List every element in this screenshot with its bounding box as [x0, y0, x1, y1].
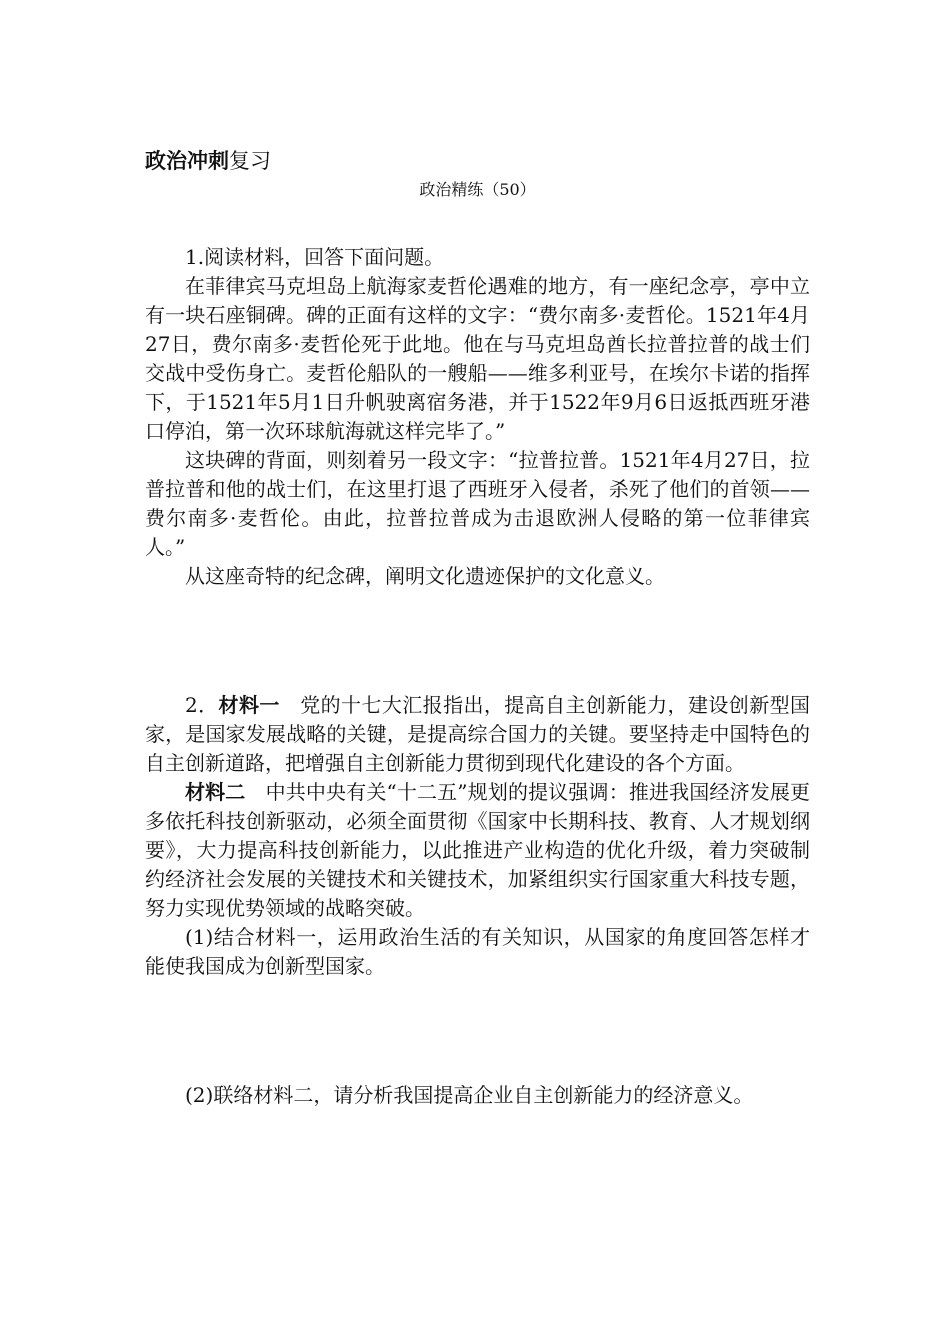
q1-question: 从这座奇特的纪念碑，阐明文化遗迹保护的文化意义。	[185, 564, 665, 588]
q2-sub-question-1: (1)结合材料一，运用政治生活的有关知识，从国家的角度回答怎样才能使我国成为创新型国家。	[145, 925, 810, 978]
q2-number: 2．	[185, 693, 219, 717]
q2-material2-label: 材料二	[185, 780, 246, 804]
q2-sub-question-2: (2)联络材料二，请分析我国提高企业自主创新能力的经济意义。	[185, 1083, 754, 1107]
q1-material-back: 这块碑的背面，则刻着另一段文字：“拉普拉普。1521年4月27日，拉普拉普和他的战士们，在这里打退了西班牙入侵者，杀死了他们的首领——费尔南多·麦哲伦。由此，拉普拉普成为击退欧洲人侵略的第一位菲律宾人。”	[145, 448, 810, 559]
spacer	[145, 203, 810, 243]
q2-material1-label: 材料一	[218, 693, 280, 717]
q2-material-2	[145, 778, 810, 923]
q2-material2-text: 中共中央有关“十二五”规划的提议强调：推进我国经济发展更多依托科技创新驱动，必须全面贯彻《国家中长期科技、教育、人才规划纲要》，大力提高科技创新能力，以此推进产业构造的优化升级，着力突破制约经济社会发展的关键技术和关键技术，加紧组织实行国家重大科技专题，努力实现优势领域的战略突破。	[145, 780, 811, 920]
q2-material1-text: 党的十七大汇报指出，提高自主创新能力，建设创新型国家，是国家发展战略的关键，是提高综合国力的关键。要坚持走中国特色的自主创新道路，把增强自主创新能力贯彻到现代化建设的各个方面。	[145, 693, 811, 775]
header-bold-title: 政治冲刺	[145, 148, 229, 173]
page-header	[145, 145, 810, 177]
q1-material-front: 在菲律宾马克坦岛上航海家麦哲伦遇难的地方，有一座纪念亭，亭中立有一块石座铜碑。碑的正面有这样的文字：“费尔南多·麦哲伦。1521年4月27日，费尔南多·麦哲伦死于此地。他在与马克坦岛酋长拉普拉普的战士们交战中受伤身亡。麦哲伦船队的一艘船——维多利亚号，在埃尔卡诺的指挥下，于1521年5月1日升帆驶离宿务港，并于1522年9月6日返抵西班牙港口停泊，第一次环球航海就这样完毕了。”	[145, 274, 810, 443]
answer-space	[145, 591, 810, 691]
document-page	[145, 145, 810, 1110]
question-2	[145, 691, 810, 1110]
header-normal-title: 复习	[229, 149, 271, 173]
page-subtitle: 政治精练（50）	[419, 180, 536, 199]
q2-material-1	[145, 691, 810, 778]
answer-space	[145, 981, 810, 1081]
q1-prompt: 1.阅读材料，回答下面问题。	[185, 245, 445, 269]
question-1	[145, 243, 810, 591]
